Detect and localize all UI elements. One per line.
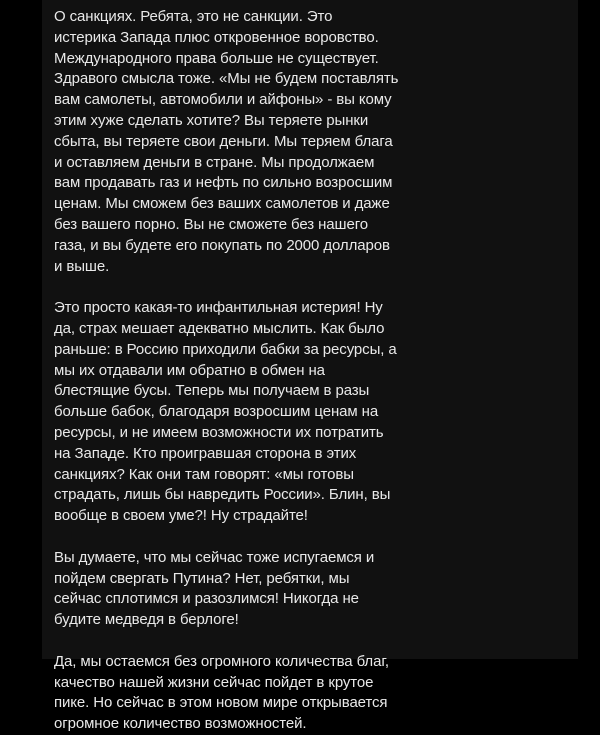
text-line: качество нашей жизни сейчас пойдет в крутое [54, 673, 374, 691]
text-line: санкциях? Как они там говорят: «мы готовы [54, 465, 354, 483]
text-line: больше бабок, благодаря возросшим ценам на [54, 403, 379, 421]
text-line: сбыта, вы теряете свои деньги. Мы теряем блага [54, 132, 393, 150]
paragraph-gap [54, 631, 566, 652]
text-line: без вашего порно. Вы не сможете без нашего [54, 215, 369, 233]
text-line: раньше: в Россию приходили бабки за ресурсы, а [54, 340, 397, 358]
text-line: вам продавать газ и нефть по сильно возросшим [54, 174, 393, 192]
text-line: ресурсы, и не имеем возможности их потратить [54, 423, 384, 441]
text-line: Вы думаете, что мы сейчас тоже испугаемся и [54, 548, 375, 566]
text-line: да, страх мешает адекватно мыслить. Как было [54, 319, 385, 337]
paragraph-bear-in-den [54, 548, 566, 631]
text-line: пике. Но сейчас в этом новом мире открывается [54, 694, 388, 712]
text-line: пойдем свергать Путина? Нет, ребятки, мы [54, 569, 350, 587]
text-line: огромное количество возможностей. [54, 715, 307, 733]
text-line: будите медведя в берлоге! [54, 611, 239, 629]
text-line: сейчас сплотимся и разозлимся! Никогда не [54, 590, 359, 608]
text-line: газа, и вы будете его покупать по 2000 долларов [54, 236, 390, 254]
text-line: на Западе. Кто проигравшая сторона в этих [54, 444, 357, 462]
text-line: Здравого смысла тоже. «Мы не будем поставлять [54, 70, 399, 88]
text-line: мы их отдавали им обратно в обмен на [54, 361, 325, 379]
text-line: Международного права больше не существует. [54, 49, 379, 67]
message-card [42, 0, 578, 733]
text-line: вообще в своем уме?! Ну страдайте! [54, 507, 308, 525]
paragraph-sanctions-intro [54, 7, 566, 277]
text-line: ценам. Мы сможем без ваших самолетов и даже [54, 195, 390, 213]
text-line: этим хуже сделать хотите? Вы теряете рынки [54, 111, 369, 129]
paragraph-new-opportunities [54, 652, 566, 735]
paragraph-infantile-hysteria [54, 298, 566, 527]
text-line: вам самолеты, автомобили и айфоны» - вы кому [54, 91, 392, 109]
text-line: блестящие бусы. Теперь мы получаем в разы [54, 382, 370, 400]
paragraph-gap [54, 277, 566, 298]
text-line: истерика Запада плюс откровенное воровство. [54, 28, 379, 46]
text-line: и оставляем деньги в стране. Мы продолжаем [54, 153, 375, 171]
text-line: Да, мы остаемся без огромного количества благ, [54, 652, 389, 670]
text-line: и выше. [54, 257, 110, 275]
paragraph-gap [54, 527, 566, 548]
text-line: О санкциях. Ребята, это не санкции. Это [54, 8, 333, 25]
text-line: страдать, лишь бы навредить России». Блин, вы [54, 486, 391, 504]
text-line: Это просто какая-то инфантильная истерия! Ну [54, 299, 383, 317]
